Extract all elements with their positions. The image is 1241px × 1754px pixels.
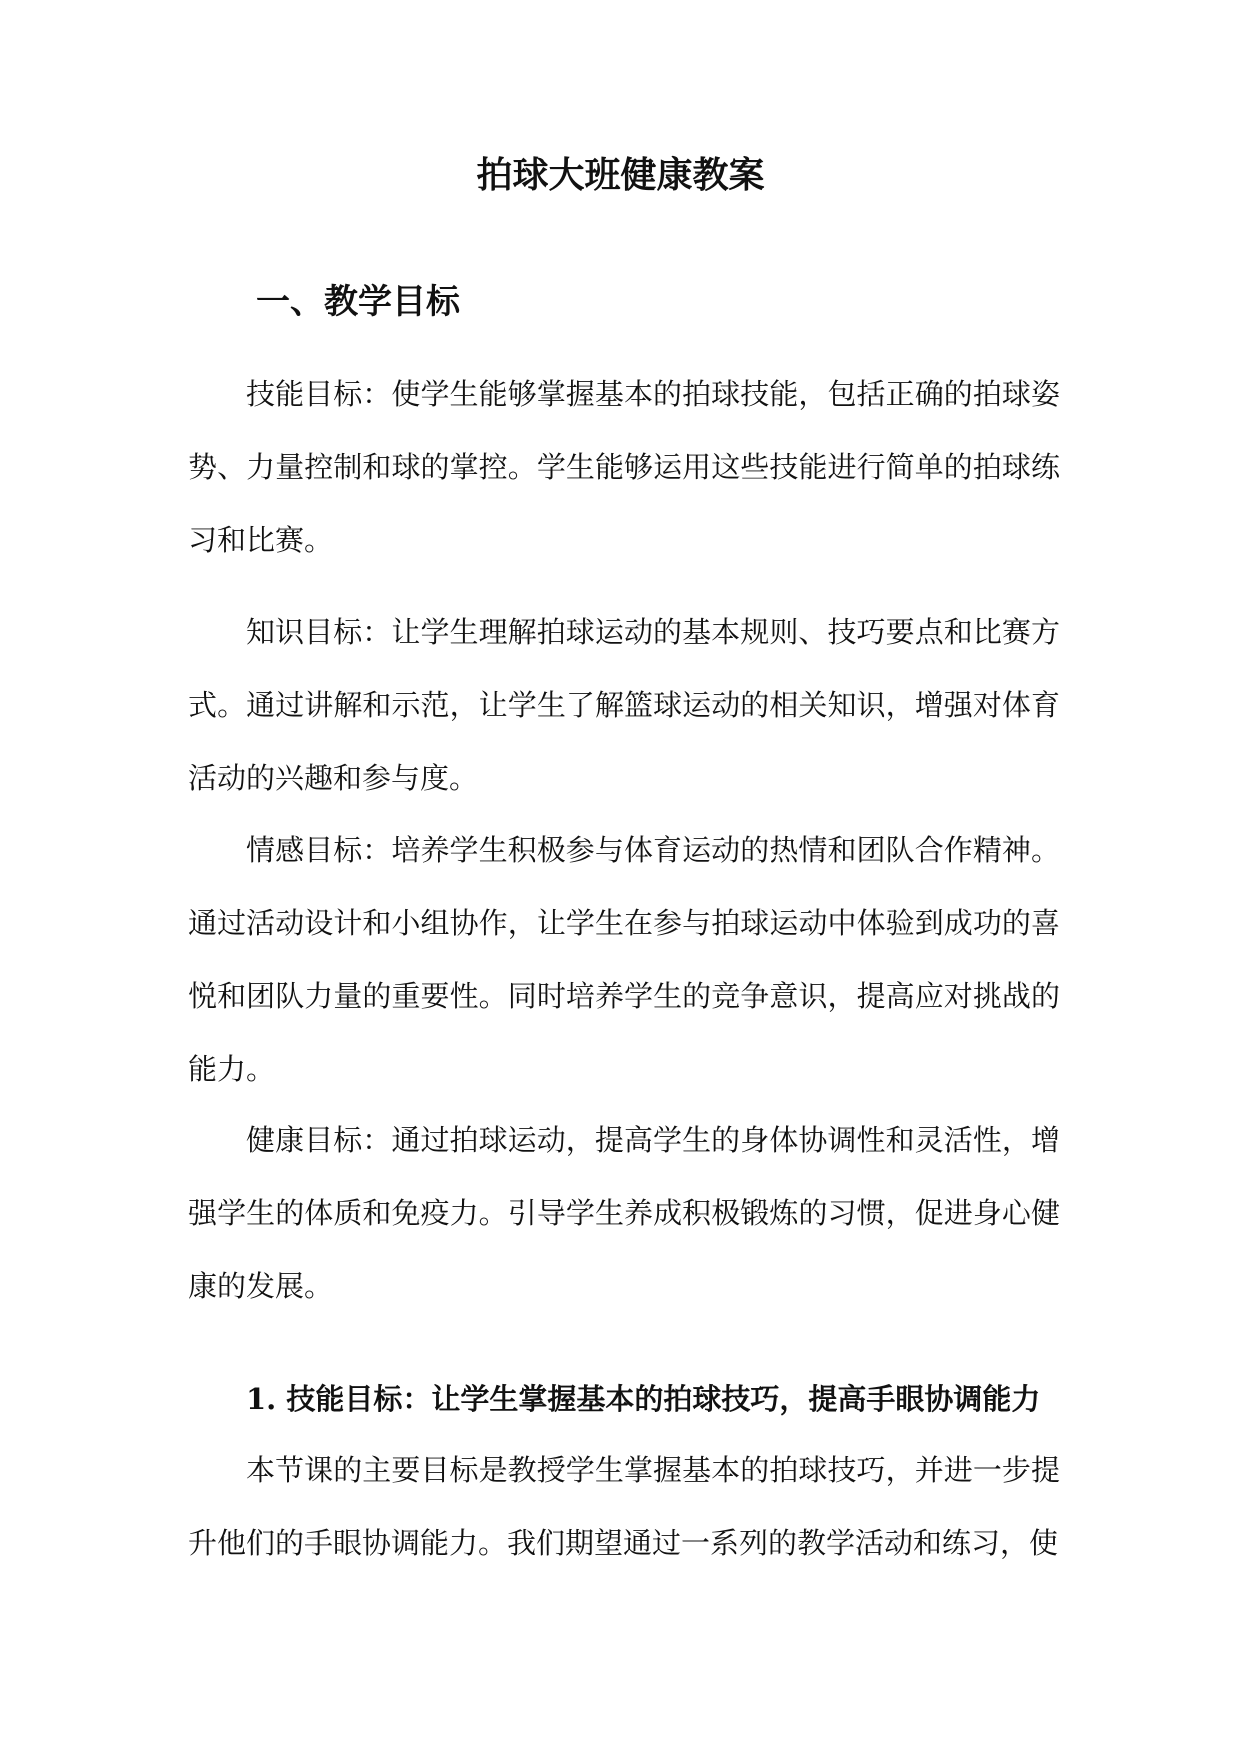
section-heading-teaching-goals: 一、教学目标 (256, 282, 460, 322)
paragraph-emotional-goal: 情感目标：培养学生积极参与体育运动的热情和团队合作精神。通过活动设计和小组协作，让学生在参与拍球运动中体验到成功的喜悦和团队力量的重要性。同时培养学生的竞争意识，提高应对挑战的能力。 (188, 833, 1060, 1086)
sub-heading-skill-goal: 1. 技能目标：让学生掌握基本的拍球技巧，提高手眼协调能力 (246, 1382, 1041, 1416)
paragraph-course-objective: 本节课的主要目标是教授学生掌握基本的拍球技巧，并进一步提升他们的手眼协调能力。我们期望通过一系列的教学活动和练习，使 (188, 1453, 1060, 1560)
paragraph-skill-goal: 技能目标：使学生能够掌握基本的拍球技能，包括正确的拍球姿势、力量控制和球的掌控。学生能够运用这些技能进行简单的拍球练习和比赛。 (188, 377, 1060, 557)
paragraph-health-goal: 健康目标：通过拍球运动，提高学生的身体协调性和灵活性，增强学生的体质和免疫力。引导学生养成积极锻炼的习惯，促进身心健康的发展。 (188, 1123, 1060, 1303)
paragraph-knowledge-goal: 知识目标：让学生理解拍球运动的基本规则、技巧要点和比赛方式。通过讲解和示范，让学生了解篮球运动的相关知识，增强对体育活动的兴趣和参与度。 (188, 615, 1060, 795)
document-title: 拍球大班健康教案 (476, 154, 765, 196)
